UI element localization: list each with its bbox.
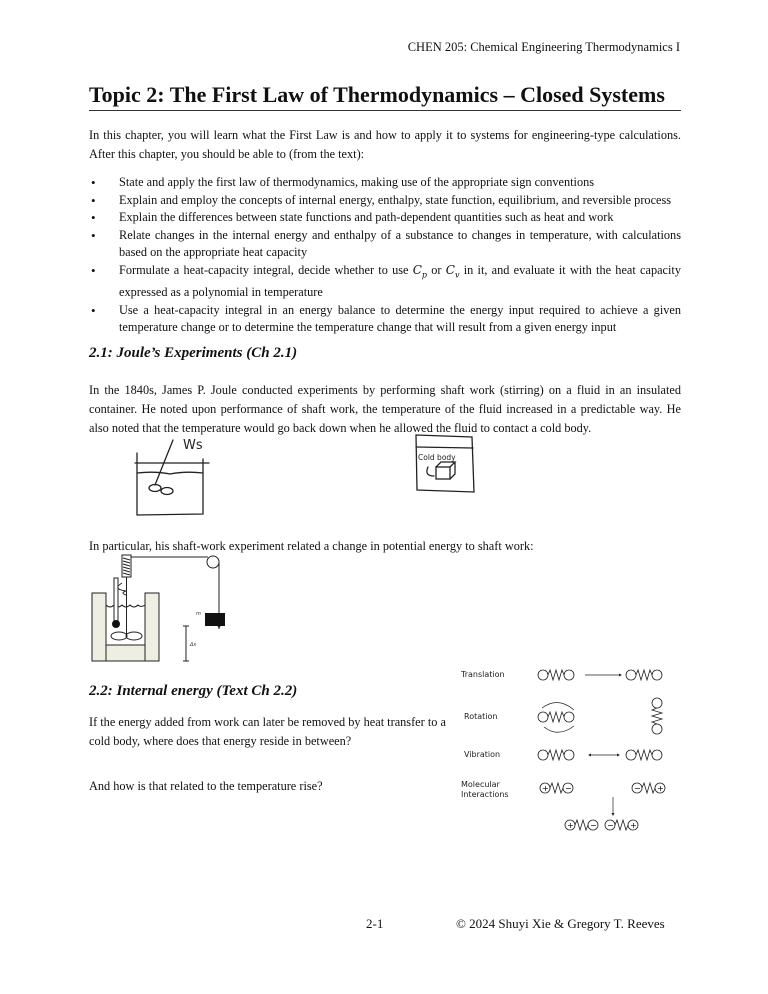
objective-text: Formulate a heat-capacity integral, decide whether to use — [119, 262, 413, 277]
molecular-motion-diagram — [530, 660, 690, 840]
question-energy-residence: If the energy added from work can later be removed by heat transfer to a cold body, where does that energy reside in between? — [89, 715, 446, 748]
objective-text: in it, and evaluate it with the heat capacity expressed as a polynomial in temperature — [119, 262, 681, 299]
svg-text:−: − — [590, 821, 597, 830]
mode-label-rotation: Rotation — [464, 712, 498, 721]
mode-label-vibration: Vibration — [464, 750, 501, 759]
mode-label-translation: Translation — [461, 670, 505, 679]
svg-text:−: − — [565, 784, 572, 793]
section-heading-internal-energy: 2.2: Internal energy (Text Ch 2.2) — [89, 683, 298, 699]
ws-label: Ws — [183, 438, 203, 453]
svg-text:+: + — [630, 821, 637, 830]
objective-item: • Explain the differences between state functions and path-dependent quantities such as heat and work — [89, 209, 681, 227]
objective-item — [89, 262, 681, 302]
section-heading-joule: 2.1: Joule’s Experiments (Ch 2.1) — [89, 345, 298, 361]
mass-label: m — [196, 611, 201, 617]
svg-text:+: + — [567, 821, 574, 830]
page-title: Topic 2: The First Law of Thermodynamics – Closed Systems — [89, 82, 681, 111]
course-header: CHEN 205: Chemical Engineering Thermodynamics I — [407, 40, 680, 54]
molecule — [626, 670, 662, 680]
objectives-list — [89, 174, 681, 337]
objective-text: or — [427, 262, 446, 277]
page-number: 2-1 — [366, 916, 384, 931]
shaft-work-sentence: In particular, his shaft-work experiment related a change in potential energy to shaft work: — [89, 539, 534, 553]
molecule — [652, 698, 662, 734]
question-temperature-rise: And how is that related to the temperature rise? — [89, 779, 323, 793]
objective-item: • Relate changes in the internal energy and enthalpy of a substance to changes in temperature, with calculations based on the appropriate heat capacity — [89, 227, 681, 262]
cv-symbol: $C_v$ — [445, 262, 460, 280]
molecule — [538, 670, 574, 680]
stirring-sketch — [125, 435, 210, 520]
molecule — [626, 750, 662, 760]
svg-text:−: − — [607, 821, 614, 830]
objective-item: • Use a heat-capacity integral in an energy balance to determine the energy input required to achieve a given temperature change or to determine the temperature change that will result from a given energy input — [89, 302, 681, 337]
cold-body-label: Cold body — [418, 453, 456, 462]
molecule — [538, 712, 574, 722]
joule-apparatus-diagram — [88, 553, 228, 668]
joule-paragraph: In the 1840s, James P. Joule conducted experiments by performing shaft work (stirring) on a fluid in an insulated container. He noted upon performance of shaft work, the temperature of the fluid increased in a predictable way. He also noted that the temperature would go back down when he allowed the fluid to contact a cold body. — [89, 383, 681, 435]
copyright: © 2024 Shuyi Xie & Gregory T. Reeves — [456, 916, 665, 931]
height-label: Δx — [190, 642, 197, 648]
svg-text:−: − — [634, 784, 641, 793]
molecule — [538, 750, 574, 760]
svg-text:+: + — [657, 784, 664, 793]
objective-item: • Explain and employ the concepts of internal energy, enthalpy, state function, equilibrium, and reversible process — [89, 192, 681, 210]
objective-item: • State and apply the first law of thermodynamics, making use of the appropriate sign conventions — [89, 174, 681, 192]
cp-symbol: $C_p$ — [412, 262, 428, 280]
intro-paragraph: In this chapter, you will learn what the First Law is and how to apply it to systems for engineering-type calculations. After this chapter, you should be able to (from the text): — [89, 128, 681, 161]
cold-body-sketch — [412, 432, 478, 494]
svg-text:+: + — [542, 784, 549, 793]
mode-label-molecular-interactions: Molecular Interactions — [461, 780, 509, 799]
